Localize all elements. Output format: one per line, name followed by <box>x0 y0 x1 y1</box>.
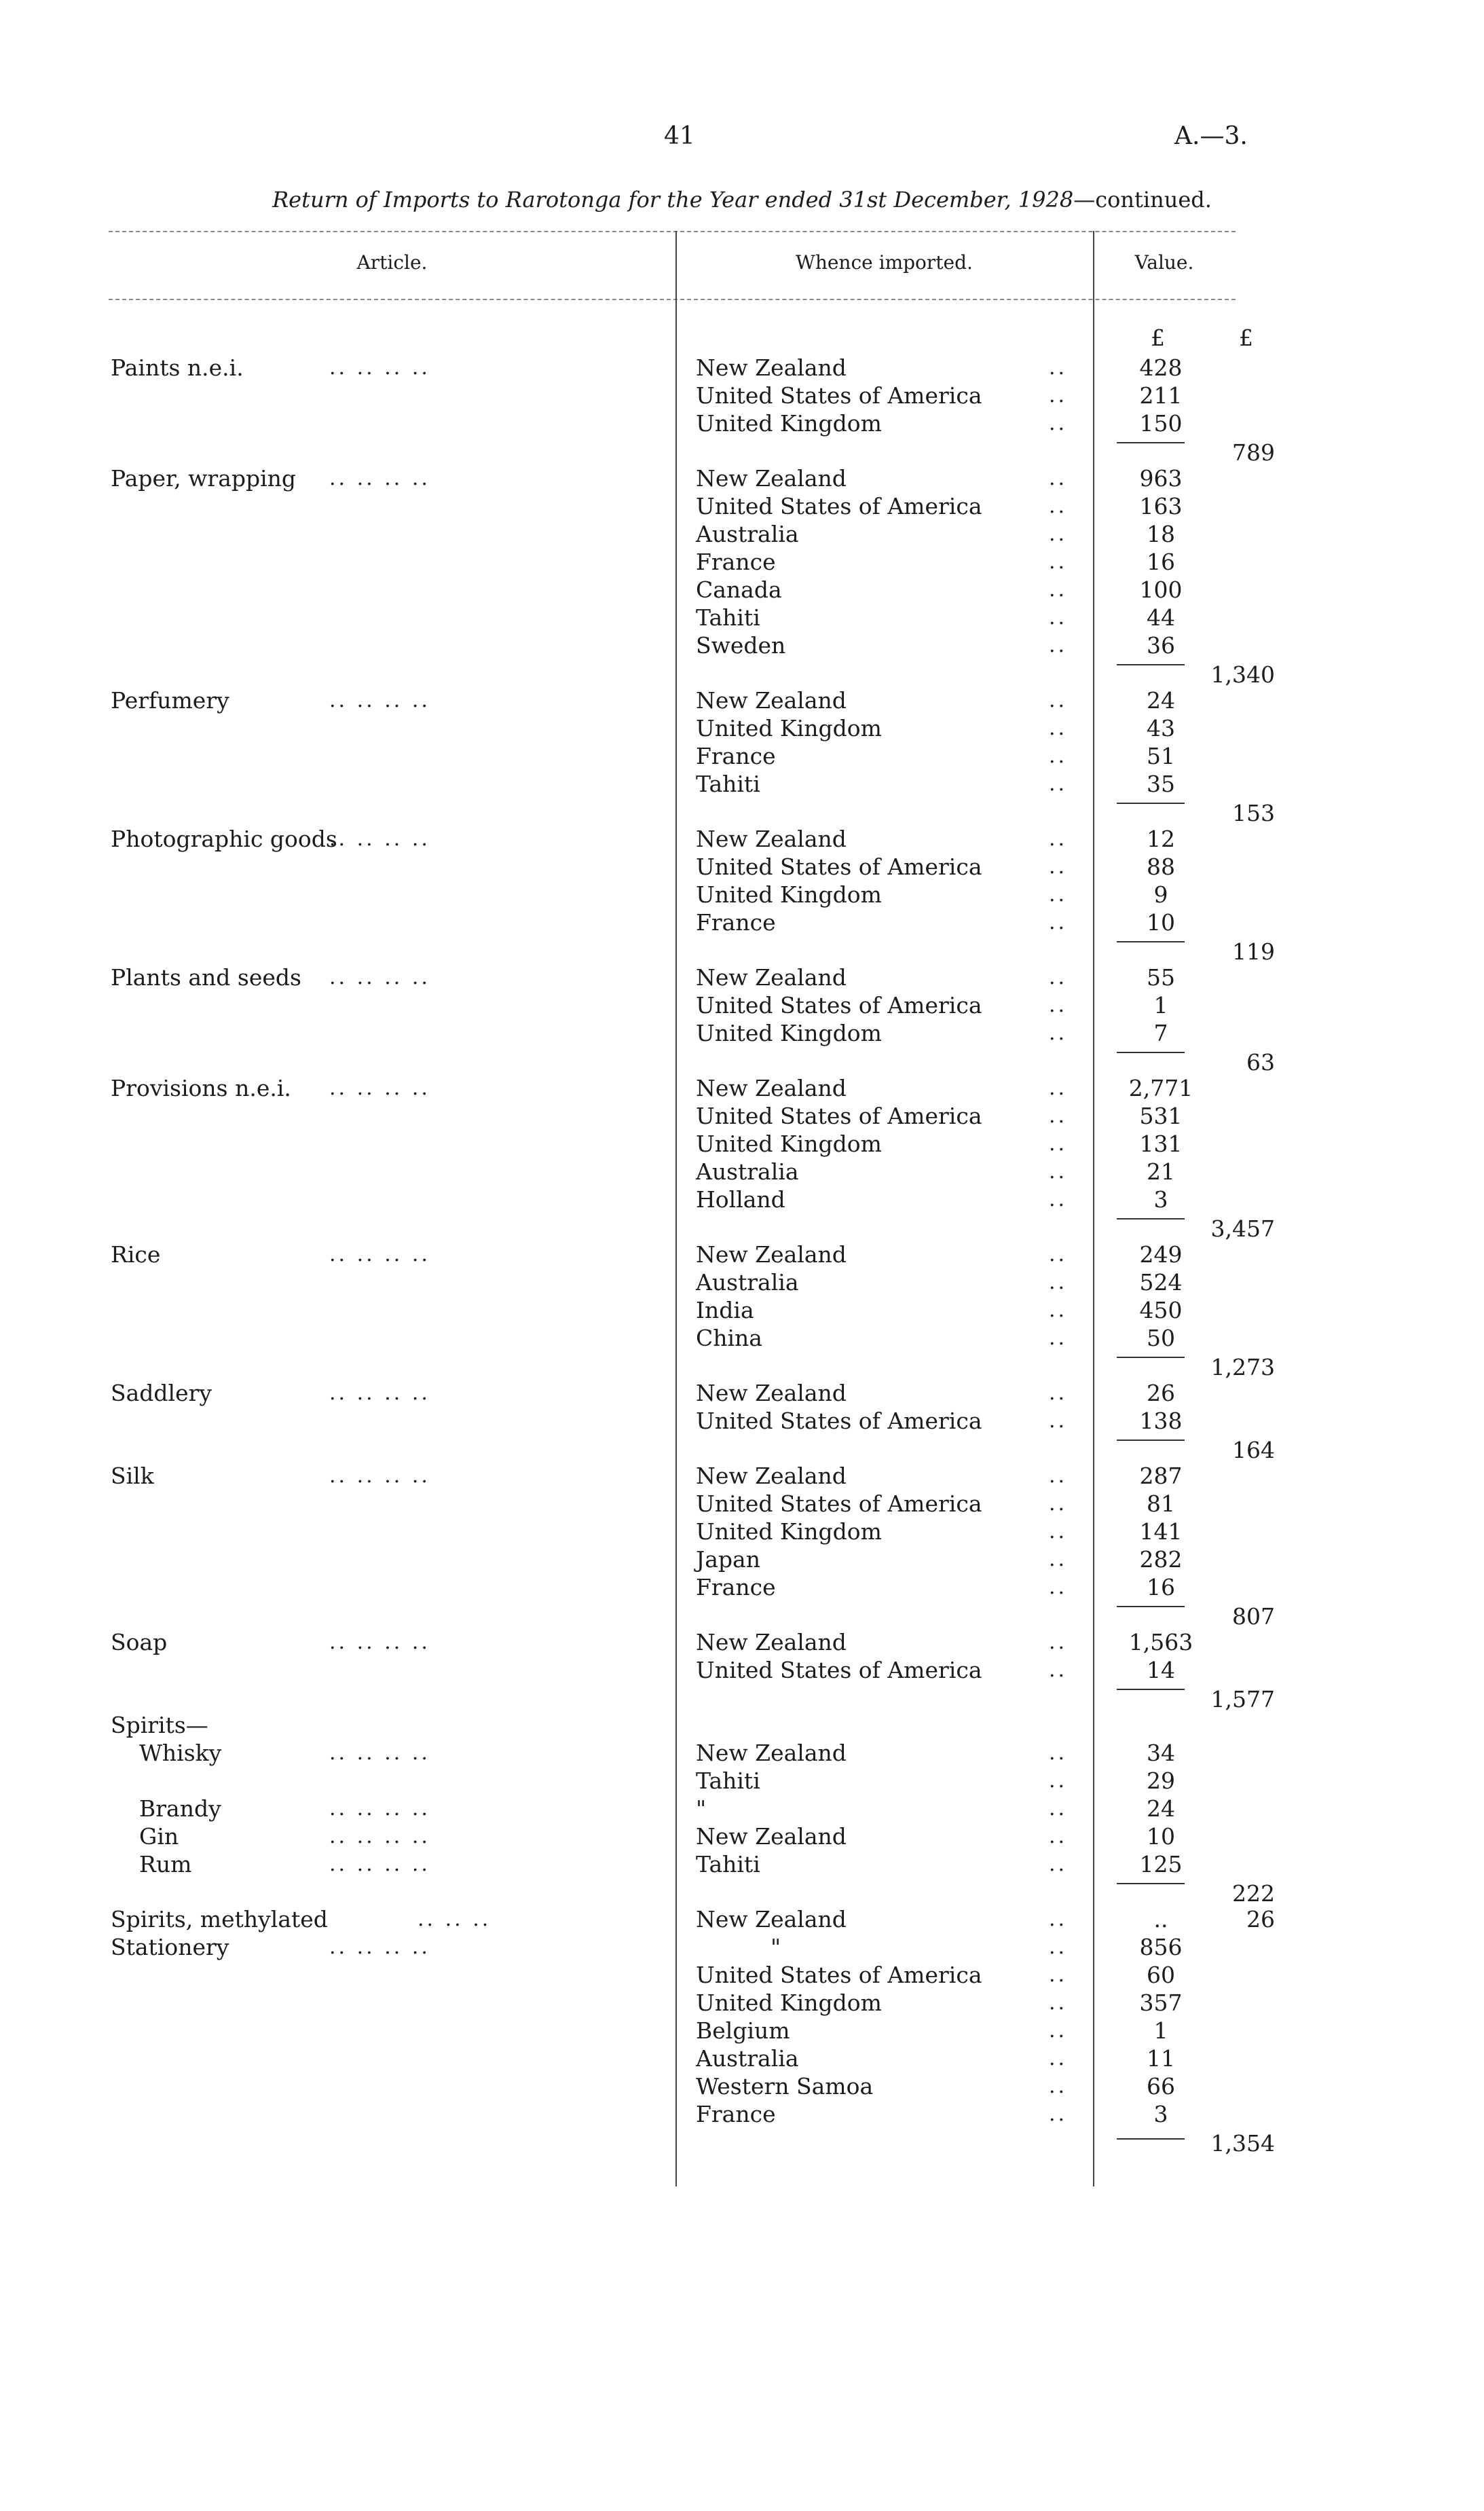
country-leader-dots: .. <box>1049 1104 1068 1128</box>
country-leader-dots: .. <box>1049 1270 1068 1294</box>
value-cell: 211 <box>1139 382 1183 409</box>
value-cell: 531 <box>1139 1103 1183 1129</box>
spirits-heading: Spirits— <box>111 1712 208 1738</box>
caption-title: Return of Imports to Rarotonga for the Year ended 31st December, 1928 <box>272 187 1074 213</box>
value-cell: 55 <box>1147 964 1175 991</box>
column-header-article: Article. <box>356 251 428 274</box>
country-leader-dots: .. <box>1049 1963 1068 1987</box>
article-name: Silk <box>111 1463 154 1489</box>
article-leader-dots: .. .. .. .. <box>329 1935 430 1959</box>
value-cell: 125 <box>1139 1851 1183 1877</box>
country-name: New Zealand <box>696 354 847 381</box>
country-name: New Zealand <box>696 465 847 492</box>
value-cell: 66 <box>1147 2073 1175 2100</box>
country-leader-dots: .. <box>1049 689 1068 712</box>
country-name: New Zealand <box>696 1241 847 1268</box>
article-name: Rice <box>111 1241 161 1268</box>
value-cell: 51 <box>1147 743 1175 769</box>
country-name: Australia <box>696 521 799 547</box>
spirits-article-name: Brandy <box>139 1795 221 1822</box>
value-cell: 11 <box>1147 2045 1175 2072</box>
value-cell: 249 <box>1139 1241 1183 1268</box>
country-name: India <box>696 1297 754 1323</box>
country-leader-dots: .. <box>1049 716 1068 740</box>
value-cell: 450 <box>1139 1297 1183 1323</box>
value-cell: 150 <box>1139 410 1183 437</box>
group-total: 3,457 <box>1210 1215 1275 1242</box>
country-leader-dots: .. <box>1049 883 1068 906</box>
country-name: United States of America <box>696 1657 982 1683</box>
value-cell: 36 <box>1147 632 1175 659</box>
value-cell: 10 <box>1147 909 1175 936</box>
country-name: France <box>696 549 776 575</box>
value-cell: 131 <box>1139 1131 1183 1157</box>
article-name: Stationery <box>111 1934 229 1960</box>
country-leader-dots: .. <box>1049 1797 1068 1820</box>
caption-continued: —continued. <box>1073 187 1212 213</box>
table-caption <box>0 187 1484 213</box>
country-leader-dots: .. <box>1049 1630 1068 1654</box>
country-name: Belgium <box>696 2017 790 2044</box>
country-name: Tahiti <box>696 1851 760 1877</box>
group-total: 222 <box>1232 1880 1275 1907</box>
country-name: United Kingdom <box>696 881 882 908</box>
country-leader-dots: .. <box>1049 1464 1068 1488</box>
country-leader-dots: .. <box>1049 522 1068 546</box>
header-bottom-rule <box>109 299 1236 300</box>
country-leader-dots: .. <box>1049 772 1068 796</box>
article-name: Plants and seeds <box>111 964 301 991</box>
value-cell: 141 <box>1139 1518 1183 1545</box>
value-cell: 24 <box>1147 687 1175 714</box>
country-leader-dots: .. <box>1049 1076 1068 1100</box>
country-name: Tahiti <box>696 604 760 631</box>
country-leader-dots: .. <box>1049 1492 1068 1516</box>
value-cell: 14 <box>1147 1657 1175 1683</box>
value-cell: 44 <box>1147 604 1175 631</box>
column-divider-whence <box>1093 231 1094 2186</box>
article-leader-dots: .. .. .. .. <box>329 1630 430 1654</box>
country-name: Holland <box>696 1186 785 1213</box>
article-name: Photographic goods <box>111 826 337 852</box>
country-name: New Zealand <box>696 1823 847 1850</box>
country-leader-dots: .. <box>1049 1326 1068 1350</box>
country-name: United Kingdom <box>696 410 882 437</box>
country-name: New Zealand <box>696 1380 847 1406</box>
value-cell: 287 <box>1139 1463 1183 1489</box>
country-name: United Kingdom <box>696 1131 882 1157</box>
article-name: Paints n.e.i. <box>111 354 244 381</box>
value-cell: 60 <box>1147 1962 1175 1988</box>
country-name: United States of America <box>696 854 982 880</box>
group-total: 119 <box>1232 938 1275 965</box>
group-total: 1,577 <box>1210 1686 1275 1712</box>
country-leader-dots: .. <box>1049 1132 1068 1156</box>
value-cell: 81 <box>1147 1490 1175 1517</box>
article-leader-dots: .. .. .. .. <box>329 466 430 490</box>
article-leader-dots: .. .. .. .. <box>329 1852 430 1876</box>
group-total: 1,273 <box>1210 1354 1275 1380</box>
value-cell: 282 <box>1139 1546 1183 1573</box>
country-name: New Zealand <box>696 826 847 852</box>
country-leader-dots: .. <box>1049 1160 1068 1184</box>
value-cell: 21 <box>1147 1158 1175 1185</box>
country-leader-dots: .. <box>1049 1825 1068 1848</box>
country-name: United States of America <box>696 1408 982 1434</box>
country-name: United Kingdom <box>696 1990 882 2016</box>
country-leader-dots: .. <box>1049 1298 1068 1322</box>
value-cell: 963 <box>1139 465 1183 492</box>
value-cell: 10 <box>1147 1823 1175 1850</box>
country-leader-dots: .. <box>1049 827 1068 851</box>
country-name: Western Samoa <box>696 2073 874 2100</box>
country-leader-dots: .. <box>1049 1409 1068 1433</box>
article-name: Perfumery <box>111 687 229 714</box>
country-leader-dots: .. <box>1049 1852 1068 1876</box>
value-cell: 50 <box>1147 1325 1175 1351</box>
spirits-article-name: Rum <box>139 1851 192 1877</box>
country-leader-dots: .. <box>1049 744 1068 768</box>
value-cell: 34 <box>1147 1740 1175 1766</box>
country-leader-dots: .. <box>1049 1520 1068 1543</box>
article-leader-dots: .. .. .. .. <box>329 827 430 851</box>
country-name: China <box>696 1325 762 1351</box>
country-leader-dots: .. <box>1049 1741 1068 1765</box>
value-cell: 1 <box>1153 992 1168 1019</box>
country-name: United Kingdom <box>696 715 882 741</box>
article-name: Spirits, methylated <box>111 1906 328 1932</box>
country-leader-dots: .. <box>1049 1991 1068 2015</box>
value-cell: 100 <box>1139 576 1183 603</box>
country-leader-dots: .. <box>1049 1547 1068 1571</box>
value-cell: 3 <box>1153 2101 1168 2127</box>
country-name: United States of America <box>696 992 982 1019</box>
country-name: " <box>771 1934 781 1960</box>
country-leader-dots: .. <box>1049 966 1068 989</box>
country-leader-dots: .. <box>1049 550 1068 574</box>
column-divider-article <box>675 231 677 2186</box>
value-cell: 26 <box>1147 1380 1175 1406</box>
value-cell: 35 <box>1147 771 1175 797</box>
country-name: Japan <box>696 1546 760 1573</box>
article-leader-dots: .. .. .. .. <box>329 356 430 380</box>
country-leader-dots: .. <box>1049 1935 1068 1959</box>
article-leader-dots: .. .. .. .. <box>329 1076 430 1100</box>
value-cell: 12 <box>1147 826 1175 852</box>
country-leader-dots: .. <box>1049 1188 1068 1211</box>
value-cell: .. <box>1153 1906 1168 1932</box>
country-name: New Zealand <box>696 1740 847 1766</box>
country-name: United States of America <box>696 1103 982 1129</box>
article-leader-dots: .. .. .. .. <box>329 1243 430 1266</box>
country-leader-dots: .. <box>1049 384 1068 407</box>
country-leader-dots: .. <box>1049 2074 1068 2098</box>
country-leader-dots: .. <box>1049 2102 1068 2126</box>
value-cell: 18 <box>1147 521 1175 547</box>
country-name: New Zealand <box>696 1629 847 1655</box>
group-total: 1,340 <box>1210 661 1275 688</box>
group-total: 26 <box>1246 1906 1275 1932</box>
page-header <box>0 122 1484 163</box>
value-cell: 2,771 <box>1128 1075 1193 1101</box>
country-name: " <box>696 1795 707 1822</box>
country-name: Canada <box>696 576 782 603</box>
country-name: United States of America <box>696 1962 982 1988</box>
value-cell: 856 <box>1139 1934 1183 1960</box>
country-name: Australia <box>696 1158 799 1185</box>
value-cell: 43 <box>1147 715 1175 741</box>
article-name: Soap <box>111 1629 168 1655</box>
country-name: Sweden <box>696 632 786 659</box>
country-name: New Zealand <box>696 687 847 714</box>
country-leader-dots: .. <box>1049 1769 1068 1793</box>
value-cell: 1 <box>1153 2017 1168 2044</box>
article-name: Provisions n.e.i. <box>111 1075 291 1101</box>
article-leader-dots: .. .. .. .. <box>329 1381 430 1405</box>
article-name: Paper, wrapping <box>111 465 297 492</box>
value-cell: 16 <box>1147 549 1175 575</box>
country-name: United Kingdom <box>696 1518 882 1545</box>
country-name: New Zealand <box>696 1463 847 1489</box>
group-total: 164 <box>1232 1437 1275 1463</box>
article-leader-dots: .. .. .. .. <box>329 689 430 712</box>
value-cell: 163 <box>1139 493 1183 519</box>
country-name: United States of America <box>696 493 982 519</box>
country-leader-dots: .. <box>1049 634 1068 657</box>
country-name: United States of America <box>696 382 982 409</box>
page-number: 41 <box>664 122 695 150</box>
value-cell: 357 <box>1139 1990 1183 2016</box>
group-total: 1,354 <box>1210 2130 1275 2157</box>
country-leader-dots: .. <box>1049 1658 1068 1682</box>
country-leader-dots: .. <box>1049 466 1068 490</box>
value-cell: 7 <box>1153 1020 1168 1046</box>
value-cell: 524 <box>1139 1269 1183 1296</box>
country-leader-dots: .. <box>1049 356 1068 380</box>
group-total: 153 <box>1232 800 1275 826</box>
country-leader-dots: .. <box>1049 1575 1068 1599</box>
value-cell: 138 <box>1139 1408 1183 1434</box>
value-cell: 24 <box>1147 1795 1175 1822</box>
group-total: 807 <box>1232 1603 1275 1630</box>
country-leader-dots: .. <box>1049 911 1068 934</box>
country-name: New Zealand <box>696 964 847 991</box>
country-name: France <box>696 909 776 936</box>
group-total: 63 <box>1246 1049 1275 1076</box>
country-name: France <box>696 743 776 769</box>
country-leader-dots: .. <box>1049 494 1068 518</box>
value-cell: 88 <box>1147 854 1175 880</box>
country-name: Australia <box>696 1269 799 1296</box>
article-leader-dots: .. .. .. .. <box>329 966 430 989</box>
column-header-value: Value. <box>1134 251 1194 274</box>
country-name: New Zealand <box>696 1075 847 1101</box>
country-leader-dots: .. <box>1049 578 1068 602</box>
article-leader-dots: .. .. .. .. <box>329 1797 430 1820</box>
country-leader-dots: .. <box>1049 606 1068 629</box>
article-leader-dots: .. .. .. .. <box>329 1464 430 1488</box>
article-leader-dots: .. .. .. .. <box>329 1741 430 1765</box>
article-name: Saddlery <box>111 1380 212 1406</box>
value-cell: 16 <box>1147 1574 1175 1600</box>
country-name: France <box>696 1574 776 1600</box>
value-cell: 428 <box>1139 354 1183 381</box>
country-leader-dots: .. <box>1049 1381 1068 1405</box>
country-leader-dots: .. <box>1049 1021 1068 1045</box>
document-reference: A.—3. <box>1174 122 1248 150</box>
country-leader-dots: .. <box>1049 993 1068 1017</box>
group-total: 789 <box>1232 439 1275 466</box>
country-leader-dots: .. <box>1049 855 1068 879</box>
spirits-article-name: Whisky <box>139 1740 222 1766</box>
article-leader-dots: .. .. .. .. <box>329 1825 430 1848</box>
value-cell: 1,563 <box>1128 1629 1193 1655</box>
header-top-rule <box>109 231 1236 232</box>
country-leader-dots: .. <box>1049 2047 1068 2070</box>
currency-symbol-left: £ <box>1151 325 1165 351</box>
value-cell: 29 <box>1147 1767 1175 1794</box>
spirits-article-name: Gin <box>139 1823 179 1850</box>
country-name: Australia <box>696 2045 799 2072</box>
country-name: New Zealand <box>696 1906 847 1932</box>
value-cell: 9 <box>1153 881 1168 908</box>
value-cell: 3 <box>1153 1186 1168 1213</box>
currency-symbol-right: £ <box>1239 325 1253 351</box>
country-name: France <box>696 2101 776 2127</box>
country-name: Tahiti <box>696 1767 760 1794</box>
country-name: United Kingdom <box>696 1020 882 1046</box>
country-leader-dots: .. <box>1049 1243 1068 1266</box>
country-leader-dots: .. <box>1049 1907 1068 1931</box>
country-leader-dots: .. <box>1049 2019 1068 2042</box>
country-name: United States of America <box>696 1490 982 1517</box>
article-leader-dots: .. .. .. <box>418 1907 491 1931</box>
column-header-whence: Whence imported. <box>796 251 973 274</box>
country-name: Tahiti <box>696 771 760 797</box>
country-leader-dots: .. <box>1049 411 1068 435</box>
